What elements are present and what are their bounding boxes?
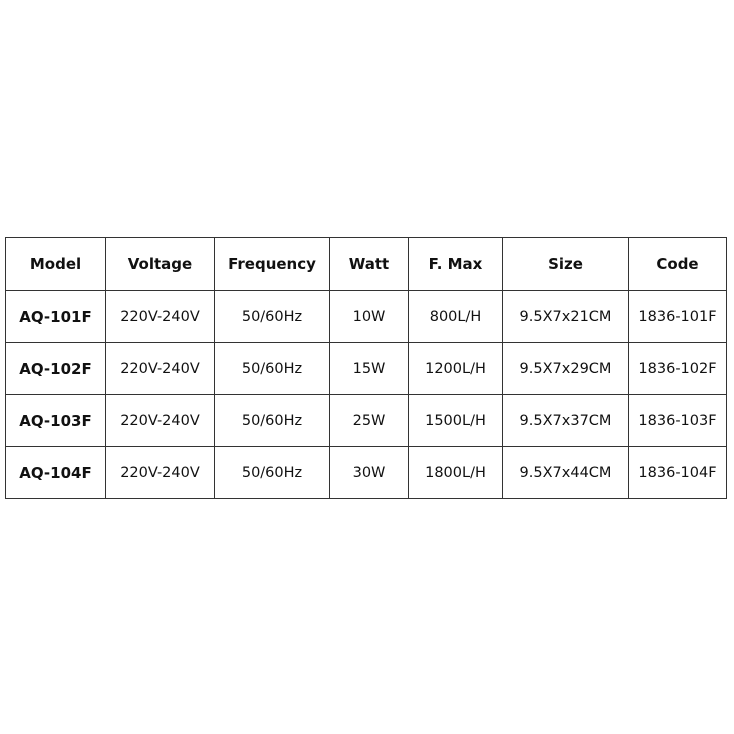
cell-size: 9.5X7x21CM — [503, 291, 629, 343]
cell-fmax: 1800L/H — [409, 447, 503, 499]
header-fmax: F. Max — [409, 238, 503, 291]
cell-fmax: 1500L/H — [409, 395, 503, 447]
cell-frequency: 50/60Hz — [215, 343, 330, 395]
header-frequency: Frequency — [215, 238, 330, 291]
cell-frequency: 50/60Hz — [215, 447, 330, 499]
cell-model: AQ-103F — [6, 395, 106, 447]
cell-frequency: 50/60Hz — [215, 291, 330, 343]
cell-model: AQ-104F — [6, 447, 106, 499]
table-row — [6, 395, 727, 447]
table-row — [6, 447, 727, 499]
cell-voltage: 220V-240V — [106, 447, 215, 499]
cell-model: AQ-102F — [6, 343, 106, 395]
header-watt: Watt — [330, 238, 409, 291]
header-model: Model — [6, 238, 106, 291]
spec-table — [5, 237, 727, 499]
cell-code: 1836-104F — [629, 447, 727, 499]
cell-watt: 25W — [330, 395, 409, 447]
cell-size: 9.5X7x37CM — [503, 395, 629, 447]
cell-watt: 10W — [330, 291, 409, 343]
cell-voltage: 220V-240V — [106, 291, 215, 343]
cell-fmax: 1200L/H — [409, 343, 503, 395]
header-voltage: Voltage — [106, 238, 215, 291]
header-size: Size — [503, 238, 629, 291]
table-row — [6, 291, 727, 343]
table-row — [6, 343, 727, 395]
cell-watt: 15W — [330, 343, 409, 395]
cell-size: 9.5X7x44CM — [503, 447, 629, 499]
header-code: Code — [629, 238, 727, 291]
cell-voltage: 220V-240V — [106, 343, 215, 395]
header-row — [6, 238, 727, 291]
cell-frequency: 50/60Hz — [215, 395, 330, 447]
cell-code: 1836-103F — [629, 395, 727, 447]
cell-code: 1836-101F — [629, 291, 727, 343]
cell-model: AQ-101F — [6, 291, 106, 343]
cell-fmax: 800L/H — [409, 291, 503, 343]
cell-voltage: 220V-240V — [106, 395, 215, 447]
cell-code: 1836-102F — [629, 343, 727, 395]
cell-size: 9.5X7x29CM — [503, 343, 629, 395]
cell-watt: 30W — [330, 447, 409, 499]
